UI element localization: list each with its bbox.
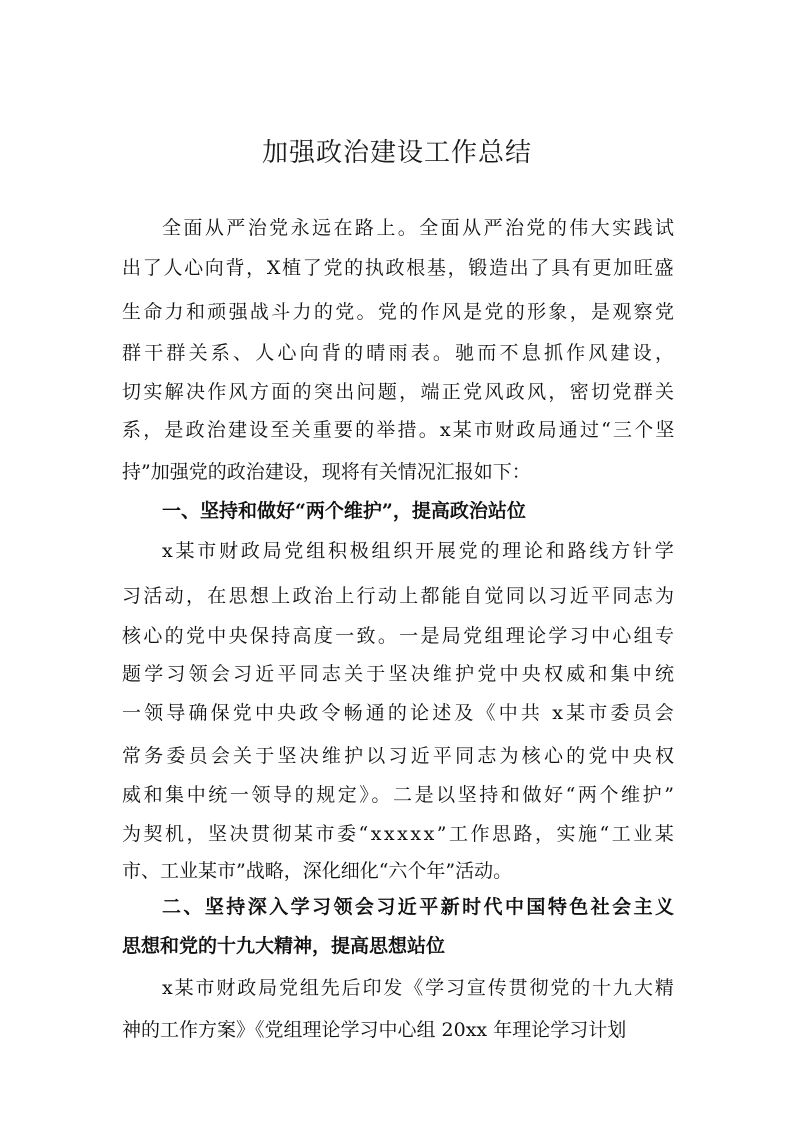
section-heading-2: 二、坚持深入学习领会习近平新时代中国特色社会主义 (162, 896, 677, 918)
paragraph-line: 切实解决作风方面的突出问题，端正党风政风，密切党群关 (122, 381, 677, 403)
paragraph-line: 神的工作方案》《党组理论学习中心组 20xx 年理论学习计划 (122, 1019, 627, 1041)
section-heading-2-cont: 思想和党的十九大精神，提高思想站位 (122, 935, 446, 957)
paragraph-line: x某市财政局党组积极组织开展党的理论和路线方针学 (162, 540, 677, 562)
document-title: 加强政治建设工作总结 (261, 138, 532, 168)
paragraph-line: x某市财政局党组先后印发《学习宣传贯彻党的十九大精 (162, 977, 676, 999)
paragraph-line: 全面从严治党永远在路上。全面从严治党的伟大实践试 (162, 217, 677, 239)
section-heading-1: 一、坚持和做好“两个维护”，提高政治站位 (162, 500, 526, 522)
paragraph-line: 题学习领会习近平同志关于坚决维护党中央权威和集中统 (122, 663, 678, 685)
paragraph-line: 持”加强党的政治建设，现将有关情况汇报如下： (122, 461, 531, 483)
paragraph-line: 为契机，坚决贯彻某市委“xxxxx”工作思路，实施“工业某 (122, 823, 677, 845)
paragraph-line: 习活动，在思想上政治上行动上都能自觉同以习近平同志为 (122, 585, 677, 607)
paragraph-line: 群干群关系、人心向背的晴雨表。驰而不息抓作风建设， (122, 342, 678, 364)
paragraph-line: 市、工业某市”战略，深化细化“六个年”活动。 (122, 860, 513, 882)
paragraph-line: 系，是政治建设至关重要的举措。x某市财政局通过“三个坚 (122, 419, 677, 441)
paragraph-line: 一领导确保党中央政令畅通的论述及《中共 x某市委员会 (122, 702, 677, 724)
paragraph-line: 常务委员会关于坚决维护以习近平同志为核心的党中央权 (122, 745, 678, 767)
paragraph-line: 出了人心向背，X植了党的执政根基，锻造出了具有更加旺盛 (122, 257, 676, 279)
paragraph-line: 生命力和顽强战斗力的党。党的作风是党的形象，是观察党 (122, 301, 677, 323)
paragraph-line: 核心的党中央保持高度一致。一是局党组理论学习中心组专 (122, 625, 677, 647)
paragraph-line: 威和集中统一领导的规定》。二是以坚持和做好“两个维护” (122, 784, 677, 806)
